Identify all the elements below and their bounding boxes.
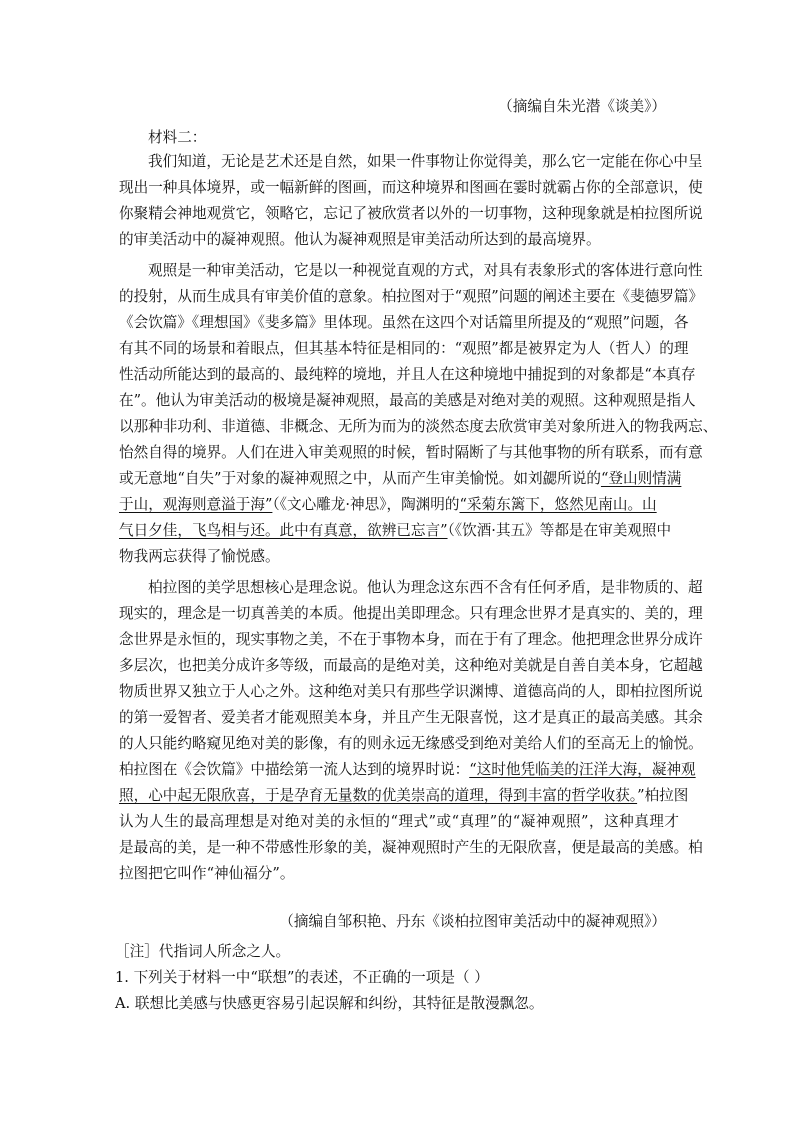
underlined-quote: “采菊东篱下，悠然见南山。山 bbox=[459, 496, 657, 513]
option-a: A. 联想比美感与快感更容易引起误解和纠纷，其特征是散漫飘忽。 bbox=[115, 995, 544, 1012]
paragraph-2-line: 物我两忘获得了愉悦感。 bbox=[119, 548, 280, 565]
paragraph-3-line: 现实的，理念是一切真善美的本质。他提出美即理念。只有理念世界才是真实的、美的，理 bbox=[119, 605, 703, 622]
paragraph-3-line: 多层次，也把美分成许多等级，而最高的是绝对美，这种绝对美就是自善自美本身，它超越 bbox=[119, 657, 703, 674]
paragraph-3-line: 物质世界又独立于人心之外。这种绝对美只有那些学识渊博、道德高尚的人，即柏拉图所说 bbox=[119, 683, 703, 700]
footnote: ［注］代指词人所念之人。 bbox=[115, 943, 291, 960]
underlined-quote: “这时他凭临美的汪洋大海，凝神观 bbox=[469, 761, 696, 778]
paragraph-2-line: 性活动所能达到的最高的、最纯粹的境地，并且人在这种境地中捕捉到的对象都是“本真存 bbox=[119, 366, 696, 383]
paragraph-3-line bbox=[119, 760, 696, 780]
paragraph-3-line: 柏拉图的美学思想核心是理念说。他认为理念这东西不含有任何矛盾，是非物质的、超 bbox=[148, 579, 703, 596]
material-two-heading: 材料二： bbox=[148, 129, 207, 146]
paragraph-2-line: 在”。他认为审美活动的极境是凝神观照，最高的美感是对绝对美的观照。这种观照是指人 bbox=[119, 392, 696, 409]
plain-text: 或无意地“自失”于对象的凝神观照之中，从而产生审美愉悦。如刘勰所说的 bbox=[119, 470, 601, 487]
paragraph-3-line bbox=[119, 786, 689, 806]
plain-text: （《饮酒·其五》等都是在审美观照中 bbox=[447, 522, 672, 539]
paragraph-3-line: 念世界是永恒的，现实事物之美，不在于事物本身，而在于有了理念。他把理念世界分成许 bbox=[119, 631, 703, 648]
paragraph-1-line: 的审美活动中的凝神观照。他认为凝神观照是审美活动所达到的最高境界。 bbox=[119, 231, 601, 248]
paragraph-2-line bbox=[119, 469, 682, 489]
plain-text: ”柏拉图 bbox=[637, 787, 689, 804]
paragraph-2-line: 有其不同的场景和着眼点，但其基本特征是相同的：“观照”都是被界定为人（哲人）的理 bbox=[119, 340, 689, 357]
plain-text: 柏拉图在《会饮篇》中描绘第一流人达到的境界时说： bbox=[119, 761, 470, 778]
underlined-quote: 于山，观海则意溢于海” bbox=[119, 496, 273, 513]
paragraph-3-line: 拉图把它叫作“神仙福分”。 bbox=[119, 865, 295, 882]
paragraph-1-line: 现出一种具体境界，或一幅新鲜的图画，而这种境界和图画在霎时就霸占你的全部意识，使 bbox=[119, 179, 703, 196]
paragraph-2-line: 以那种非功利、非道德、非概念、无所为而为的淡然态度去欣赏审美对象所进入的物我两忘、 bbox=[119, 418, 718, 435]
underlined-quote: “登山则情满 bbox=[600, 470, 682, 487]
paragraph-2-line: 的投射，从而生成具有审美价值的意象。柏拉图对于“观照”问题的阐述主要在《斐德罗篇》 bbox=[119, 288, 704, 305]
underlined-quote: 气日夕佳，飞鸟相与还。此中有真意，欲辨已忘言” bbox=[119, 522, 448, 539]
question-1: 1. 下列关于材料一中“联想”的表述，不正确的一项是（ ） bbox=[115, 969, 489, 986]
paragraph-2-line: 《会饮篇》《理想国》《斐多篇》里体现。虽然在这四个对话篇里所提及的“观照”问题，各 bbox=[119, 314, 689, 331]
plain-text: （《文心雕龙·神思》，陶渊明的 bbox=[272, 496, 460, 513]
paragraph-3-line: 的第一爱智者、爱美者才能观照美本身，并且产生无限喜悦，这才是真正的最高美感。其余 bbox=[119, 709, 703, 726]
paragraph-1-line: 你聚精会神地观赏它，领略它，忘记了被欣赏者以外的一切事物，这种现象就是柏拉图所说 bbox=[119, 205, 703, 222]
underlined-quote: 照，心中起无限欣喜，于是孕育无量数的优美崇高的道理，得到丰富的哲学收获。 bbox=[119, 787, 638, 804]
paragraph-3-line: 是最高的美，是一种不带感性形象的美，凝神观照时产生的无限欣喜，便是最高的美感。柏 bbox=[119, 839, 703, 856]
source-citation-1: （摘编自朱光潜《谈美》） bbox=[498, 98, 666, 115]
paragraph-2-line: 怡然自得的境界。人们在进入审美观照的时候，暂时隔断了与其他事物的所有联系，而有意 bbox=[119, 444, 703, 461]
paragraph-2-line bbox=[119, 495, 679, 515]
paragraph-3-line: 认为人生的最高理想是对绝对美的永恒的“理式”或“真理”的“凝神观照”，这种真理才 bbox=[119, 813, 679, 830]
paragraph-1-line: 我们知道，无论是艺术还是自然，如果一件事物让你觉得美，那么它一定能在你心中呈 bbox=[148, 153, 703, 170]
paragraph-2-line bbox=[119, 521, 679, 541]
paragraph-3-line: 的人只能约略窥见绝对美的影像，有的则永远无缘感受到绝对美给人们的至高无上的愉悦。 bbox=[119, 735, 703, 752]
paragraph-2-line: 观照是一种审美活动，它是以一种视觉直观的方式，对具有表象形式的客体进行意向性 bbox=[148, 262, 703, 279]
source-citation-2: （摘编自邹积艳、丹东《谈柏拉图审美活动中的凝神观照》） bbox=[279, 913, 666, 930]
